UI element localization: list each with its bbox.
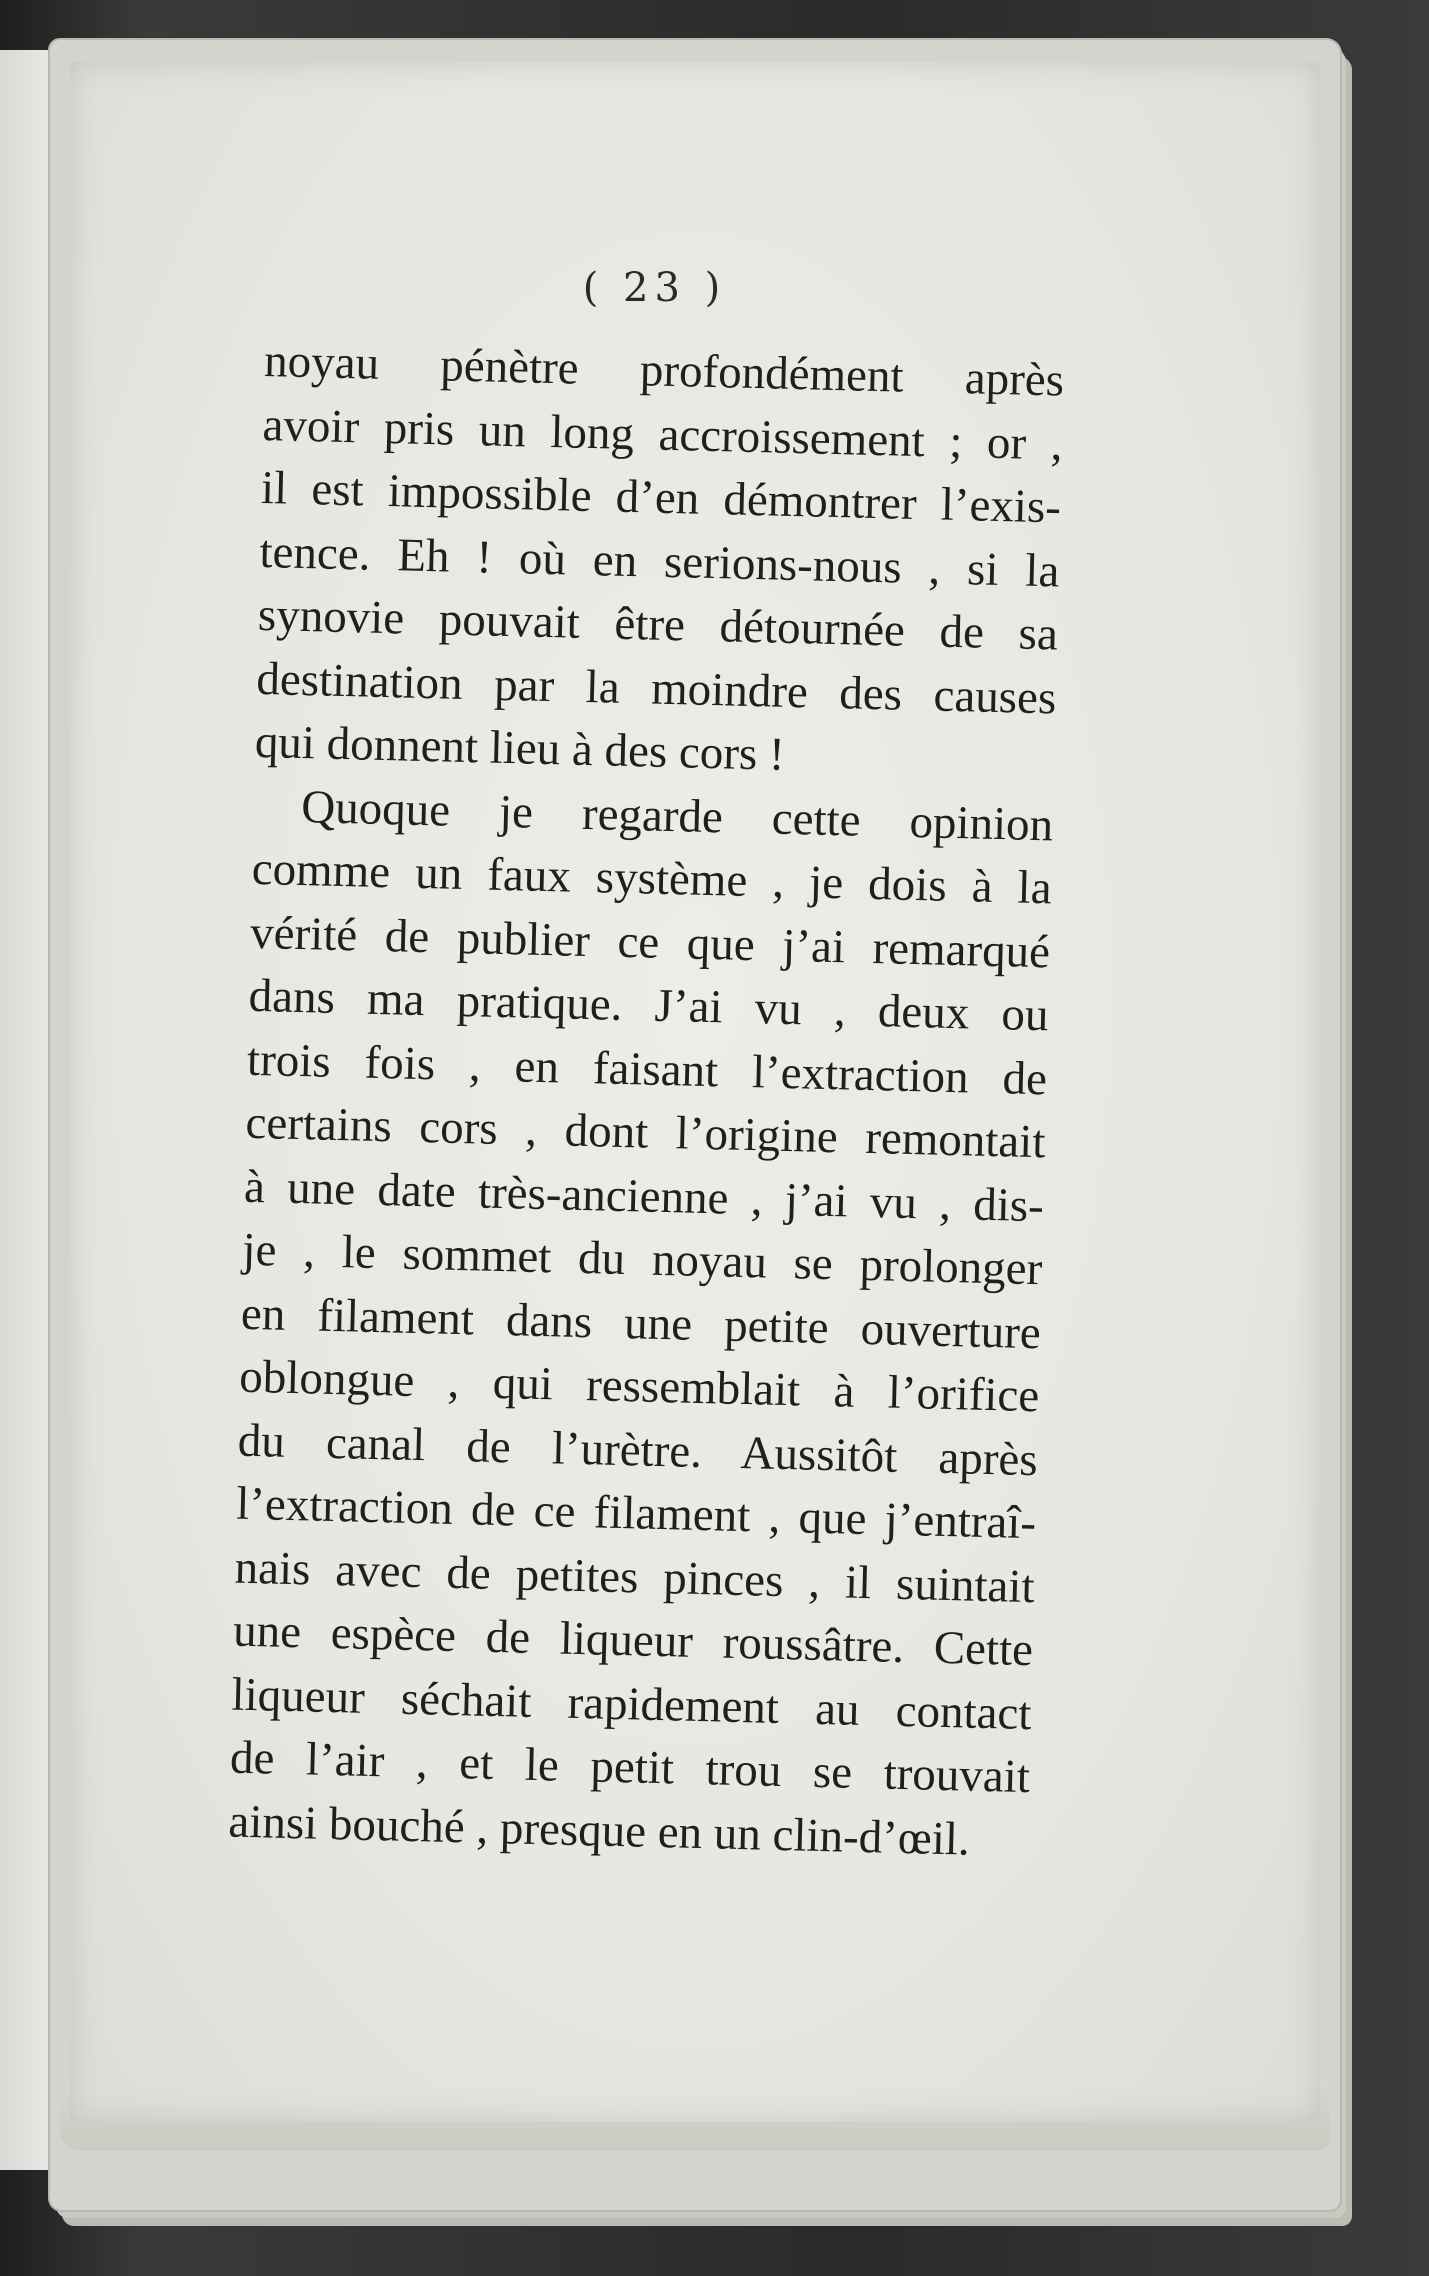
- text-line: certains cors , dont l’origine remontait: [244, 1096, 1047, 1169]
- text-line: noyau pénètre profondément après: [263, 334, 1065, 407]
- text-line: liqueur séchait rapidement au contact: [231, 1668, 1033, 1740]
- text-line: de l’air , et le petit trou se trouvait: [229, 1731, 1031, 1804]
- text-line: comme un faux système , je dois à la: [251, 842, 1053, 915]
- text-line: je , le sommet du noyau se prolonger: [241, 1223, 1043, 1296]
- text-line: avoir pris un long accroissement ; or ,: [262, 398, 1064, 471]
- text-line: à une date très-ancienne , j’ai vu , dis-: [243, 1160, 1045, 1232]
- text-line: dans ma pratique. J’ai vu , deux ou: [248, 969, 1050, 1042]
- text-line: une espèce de liqueur roussâtre. Cette: [232, 1604, 1034, 1677]
- text-line: Quoque je regarde cette opinion: [300, 780, 1054, 851]
- text-line: ainsi bouché , presque en un clin-d’œil.: [227, 1795, 971, 1866]
- text-line: vérité de publier ce que j’ai remarqué: [249, 906, 1051, 978]
- text-line: il est impossible d’en démontrer l’exis-: [260, 461, 1062, 534]
- text-line: l’extraction de ce filament , que j’entraî-: [235, 1477, 1037, 1550]
- page-number: ( 23 ): [582, 265, 727, 311]
- text-line: du canal de l’urètre. Aussitôt après: [237, 1414, 1039, 1486]
- text-line: trois fois , en faisant l’extraction de: [246, 1033, 1048, 1105]
- text-line: oblongue , qui ressemblait à l’orifice: [238, 1350, 1040, 1423]
- text-line: en filament dans une petite ouverture: [240, 1287, 1042, 1359]
- text-line: destination par la moindre des causes: [255, 652, 1057, 724]
- text-line: synovie pouvait être détournée de sa: [257, 588, 1059, 661]
- text-line: qui donnent lieu à des cors !: [254, 715, 786, 781]
- text-line: nais avec de petites pinces , il suintait: [234, 1541, 1036, 1613]
- text-line: tence. Eh ! où en serions-nous , si la: [258, 525, 1060, 597]
- body-text: [228, 330, 1065, 1873]
